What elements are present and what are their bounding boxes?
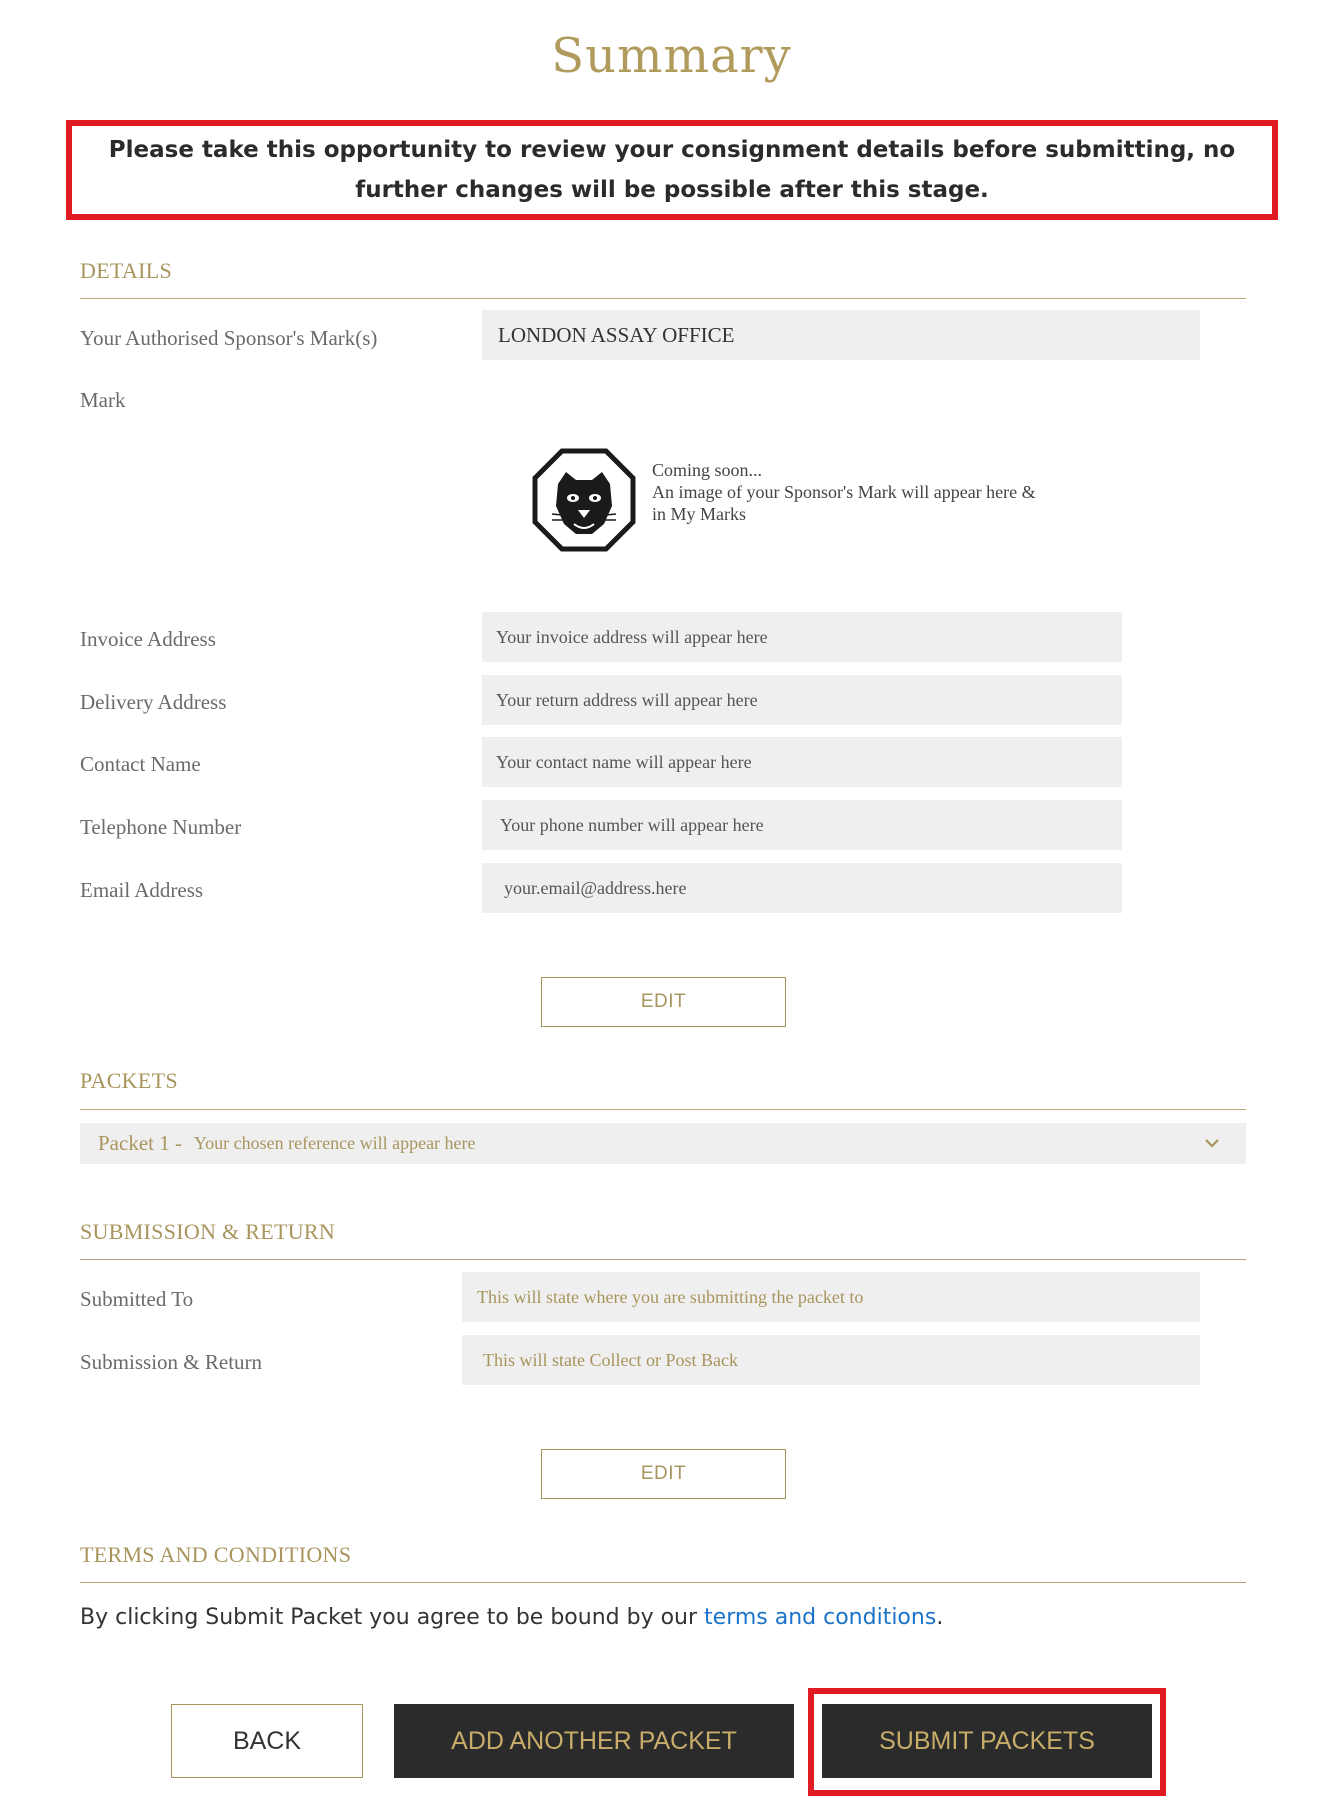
panther-mark-image: [532, 448, 636, 552]
terms-link[interactable]: terms and conditions: [704, 1605, 937, 1630]
submission-section-title: SUBMISSION & RETURN: [80, 1219, 336, 1244]
terms-divider: [80, 1582, 1246, 1583]
details-edit-button[interactable]: EDIT: [541, 977, 786, 1027]
mark-coming-soon-note: [652, 459, 1036, 525]
invoice-address-label: Invoice Address: [80, 627, 216, 651]
packets-divider: [80, 1109, 1246, 1110]
terms-text-after: .: [936, 1605, 944, 1630]
mark-note-line1: Coming soon...: [652, 460, 763, 480]
submission-return-label: Submission & Return: [80, 1350, 263, 1374]
details-divider: [80, 298, 1246, 299]
details-section-title: DETAILS: [80, 258, 172, 283]
contact-name-field: Your contact name will appear here: [482, 737, 1122, 787]
packet-1-row[interactable]: [80, 1123, 1246, 1164]
submit-packets-button[interactable]: SUBMIT PACKETS: [822, 1704, 1152, 1778]
mark-note-line3: in My Marks: [652, 504, 746, 524]
email-field: your.email@address.here: [482, 863, 1122, 913]
review-notice: Please take this opportunity to review your consignment details before submitting, no further changes will be possible after this stage.: [66, 120, 1278, 220]
back-button[interactable]: BACK: [171, 1704, 363, 1778]
page-title: Summary: [551, 28, 792, 84]
submission-edit-button[interactable]: EDIT: [541, 1449, 786, 1499]
telephone-field: Your phone number will appear here: [482, 800, 1122, 850]
delivery-address-label: Delivery Address: [80, 690, 227, 714]
terms-statement: [80, 1605, 943, 1630]
terms-section-title: TERMS AND CONDITIONS: [80, 1542, 352, 1567]
add-another-packet-button[interactable]: ADD ANOTHER PACKET: [394, 1704, 794, 1778]
mark-label: Mark: [80, 388, 126, 412]
submitted-to-label: Submitted To: [80, 1287, 194, 1311]
submitted-to-field: This will state where you are submitting the packet to: [462, 1272, 1200, 1322]
telephone-label: Telephone Number: [80, 815, 242, 839]
mark-note-line2: An image of your Sponsor's Mark will appear here &: [652, 482, 1036, 502]
packet-1-label: Packet 1 -: [98, 1131, 182, 1155]
chevron-down-icon[interactable]: [1202, 1133, 1222, 1153]
sponsor-mark-field: LONDON ASSAY OFFICE: [482, 310, 1200, 360]
panther-icon: [532, 448, 636, 552]
contact-name-label: Contact Name: [80, 752, 201, 776]
packets-section-title: PACKETS: [80, 1068, 178, 1093]
email-label: Email Address: [80, 878, 204, 902]
invoice-address-field: Your invoice address will appear here: [482, 612, 1122, 662]
sponsor-mark-label: Your Authorised Sponsor's Mark(s): [80, 326, 378, 350]
packet-1-reference: Your chosen reference will appear here: [193, 1133, 476, 1153]
terms-text-before: By clicking Submit Packet you agree to be bound by our: [80, 1605, 705, 1630]
submission-return-field: This will state Collect or Post Back: [462, 1335, 1200, 1385]
delivery-address-field: Your return address will appear here: [482, 675, 1122, 725]
submission-divider: [80, 1259, 1246, 1260]
